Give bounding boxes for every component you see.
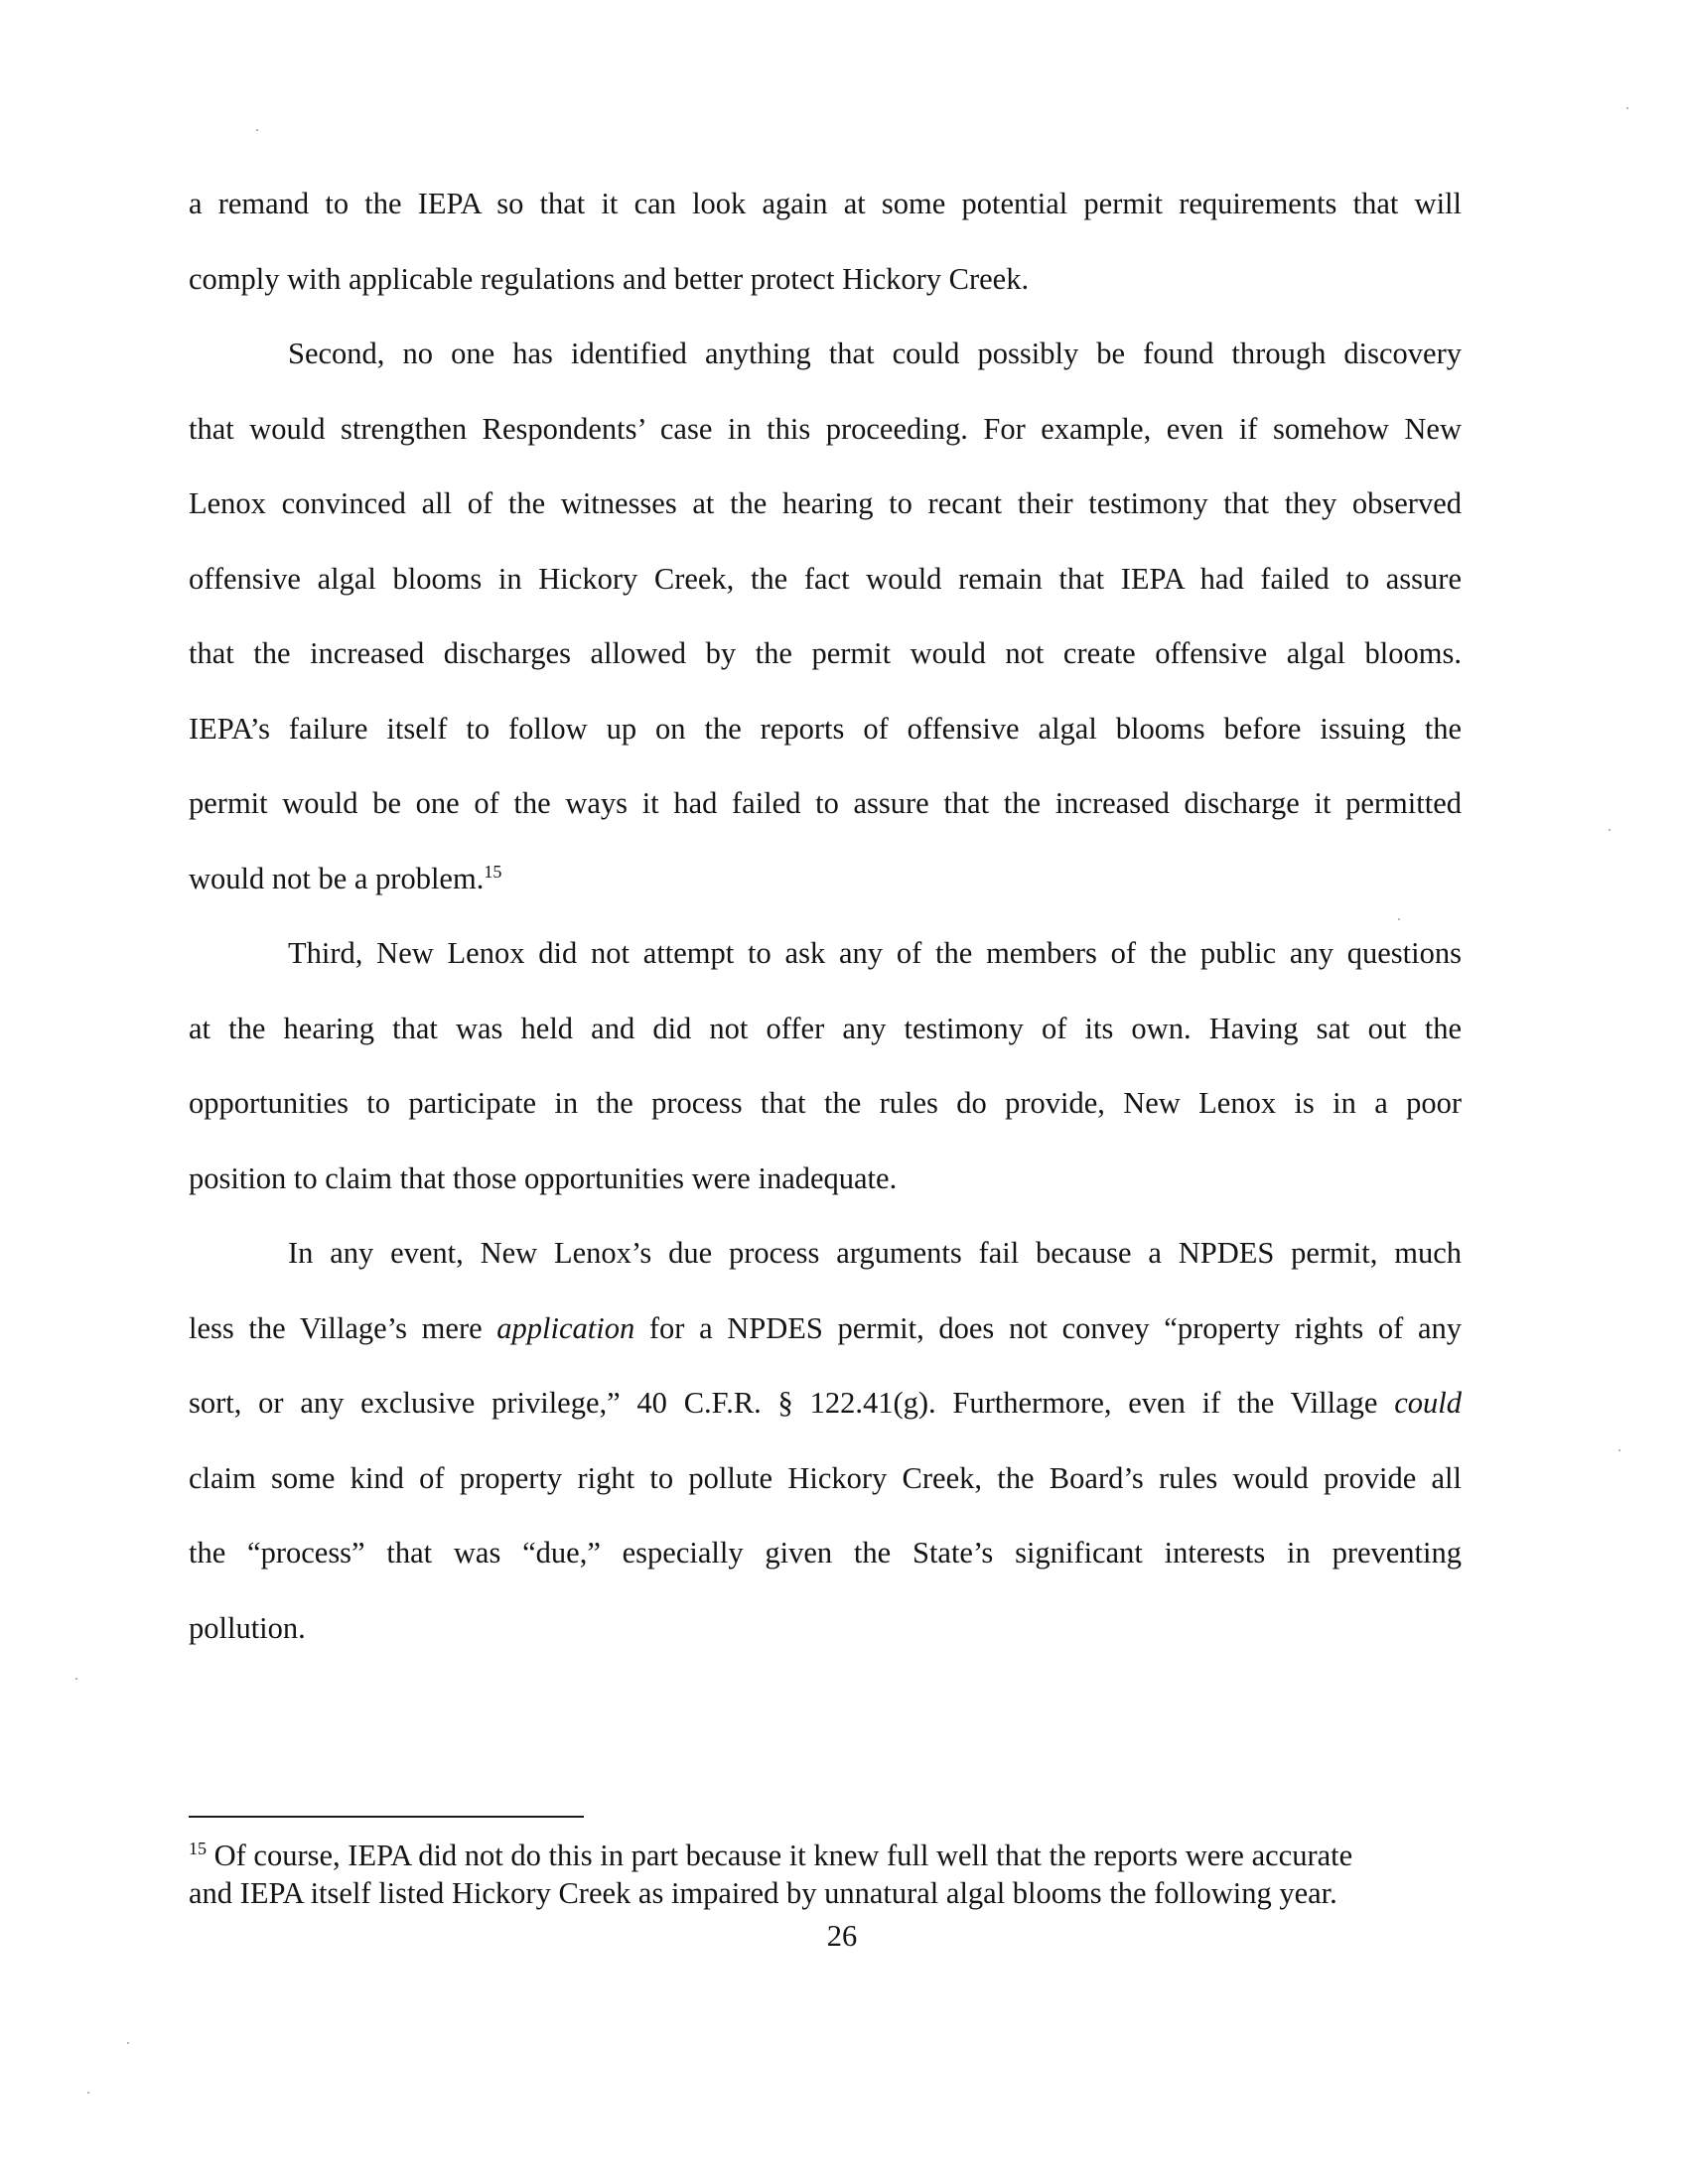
text-line-with-footnote [189, 842, 1462, 917]
footnote-line [189, 1837, 1462, 1874]
scan-speck [1398, 918, 1400, 920]
footnote-reference[interactable]: 15 [484, 861, 502, 882]
body-text [189, 167, 1462, 1666]
text-segment: less the Village’s mere [189, 1310, 497, 1345]
scan-speck [1626, 107, 1628, 109]
paragraph-hearing [189, 916, 1462, 1216]
paragraph-discovery [189, 317, 1462, 916]
scan-speck [127, 2042, 129, 2044]
text-line: position to claim that those opportunities were inadequate. [189, 1160, 898, 1195]
scan-speck [256, 129, 258, 131]
text-segment: sort, or any exclusive privilege,” 40 C.F.R. § 122.41(g). Furthermore, even if the Village [189, 1386, 1395, 1420]
scan-speck [1618, 1449, 1620, 1451]
text-line: comply with applicable regulations and better protect Hickory Creek. [189, 261, 1030, 296]
footnote-line: and IEPA itself listed Hickory Creek as impaired by unnatural algal blooms the following year. [189, 1876, 1337, 1910]
paragraph-remand [189, 167, 1462, 317]
text-line: offensive algal blooms in Hickory Creek, the fact would remain that IEPA had failed to assure [189, 561, 1462, 596]
page-number: 26 [826, 1919, 858, 1953]
footnote-separator [189, 1816, 584, 1818]
text-line: IEPA’s failure itself to follow up on the reports of offensive algal blooms before issuing the [189, 711, 1462, 746]
text-line-with-emphasis [189, 1292, 1462, 1367]
footnote-text: Of course, IEPA did not do this in part because it knew full well that the reports were accurate [213, 1839, 1353, 1872]
scan-speck [1609, 829, 1611, 831]
emphasis-could: could [1394, 1386, 1462, 1420]
paragraph-due-process [189, 1216, 1462, 1666]
text-line-with-emphasis [189, 1366, 1462, 1441]
scan-speck [75, 1678, 77, 1680]
text-line: Third, New Lenox did not attempt to ask any of the members of the public any questions [288, 936, 1462, 970]
text-line: opportunities to participate in the process that the rules do provide, New Lenox is in a poor [189, 1086, 1462, 1120]
emphasis-application: application [496, 1310, 635, 1345]
text-segment: for a NPDES permit, does not convey “property rights of any [634, 1310, 1462, 1345]
text-line: a remand to the IEPA so that it can look again at some potential permit requirements that will [189, 187, 1462, 220]
text-line: Second, no one has identified anything that could possibly be found through discovery [288, 337, 1462, 370]
text-line: claim some kind of property right to pollute Hickory Creek, the Board’s rules would provide all [189, 1460, 1462, 1495]
text-line: permit would be one of the ways it had failed to assure that the increased discharge it permitted [189, 786, 1462, 820]
footnote-number: 15 [189, 1838, 207, 1858]
text-line: In any event, New Lenox’s due process arguments fail because a NPDES permit, much [288, 1236, 1462, 1270]
text-line: would not be a problem. [189, 861, 485, 895]
text-line: that the increased discharges allowed by the permit would not create offensive algal blooms. [189, 636, 1462, 670]
text-line: pollution. [189, 1610, 306, 1645]
footnote [189, 1837, 1462, 1912]
scan-speck [87, 2092, 89, 2094]
text-line: at the hearing that was held and did not offer any testimony of its own. Having sat out the [189, 1011, 1462, 1045]
text-line: that would strengthen Respondents’ case in this proceeding. For example, even if somehow New [189, 411, 1462, 446]
text-line: Lenox convinced all of the witnesses at the hearing to recant their testimony that they observed [189, 486, 1462, 520]
text-line: the “process” that was “due,” especially given the State’s significant interests in preventing [189, 1536, 1462, 1570]
